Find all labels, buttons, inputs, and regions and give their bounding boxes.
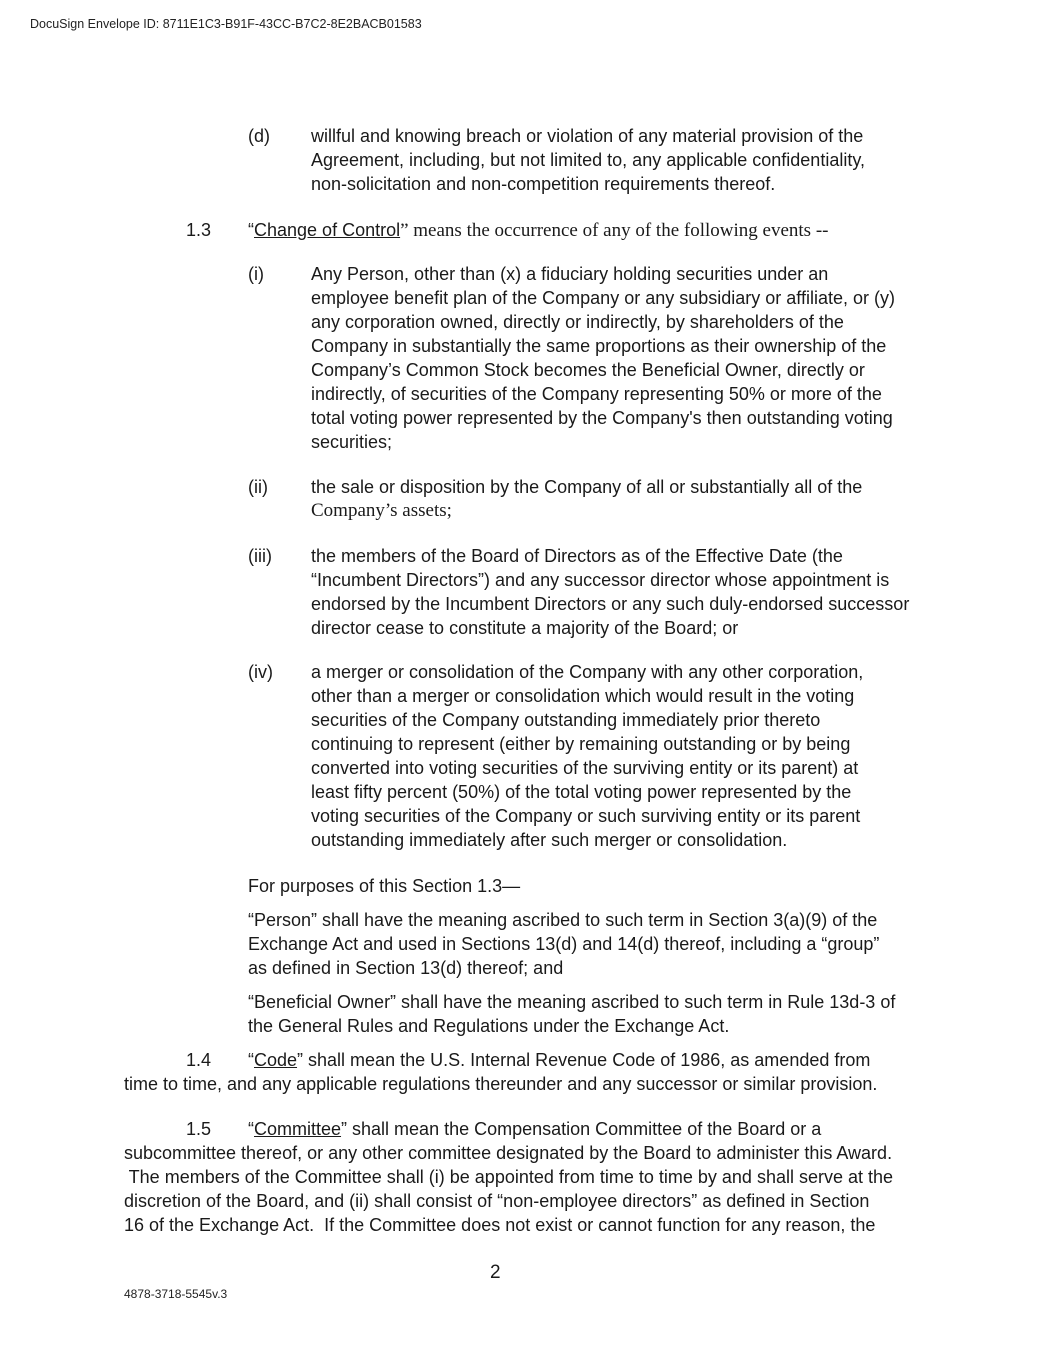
clause-ii-label: (ii) xyxy=(248,477,268,497)
clause-iii xyxy=(248,544,938,642)
open-quote: “ xyxy=(248,1119,254,1139)
text-line: least fifty percent (50%) of the total voting power represented by the xyxy=(311,782,852,802)
definition-lead: ” shall mean the U.S. Internal Revenue Code of 1986, as amended from xyxy=(297,1050,871,1070)
clause-i xyxy=(248,262,938,454)
text-line: The members of the Committee shall (i) be appointed from time to time by and shall serve at the xyxy=(124,1167,894,1187)
text-line: “Incumbent Directors”) and any successor director whose appointment is xyxy=(311,570,890,590)
person-definition xyxy=(248,908,938,980)
text-line: any corporation owned, directly or indirectly, by shareholders of the xyxy=(311,312,844,332)
section-1-3-heading xyxy=(186,218,946,244)
definition-lead: ” means the occurrence of any of the following events -- xyxy=(400,220,829,241)
text-line: other than a merger or consolidation which would result in the voting xyxy=(311,686,855,706)
text-line: director cease to constitute a majority of the Board; or xyxy=(311,618,739,638)
text-line: “Person” shall have the meaning ascribed to such term in Section 3(a)(9) of the xyxy=(248,910,878,930)
text-line: outstanding immediately after such merger or consolidation. xyxy=(311,830,788,850)
text-line: Agreement, including, but not limited to, any applicable confidentiality, xyxy=(311,150,865,170)
text-line: Company’s assets; xyxy=(311,500,452,521)
clause-d-label: (d) xyxy=(248,126,270,146)
section-number: 1.5 xyxy=(186,1119,212,1139)
text-line: the members of the Board of Directors as of the Effective Date (the xyxy=(311,546,843,566)
text-line: the General Rules and Regulations under the Exchange Act. xyxy=(248,1016,730,1036)
text-line: endorsed by the Incumbent Directors or any such duly-endorsed successor xyxy=(311,594,910,614)
text-line: Any Person, other than (x) a fiduciary holding securities under an xyxy=(311,264,829,284)
text-line: as defined in Section 13(d) thereof; and xyxy=(248,958,564,978)
text-line: willful and knowing breach or violation of any material provision of the xyxy=(311,126,864,146)
clause-iii-text xyxy=(311,544,936,640)
page-number: 2 xyxy=(490,1262,501,1283)
text-line: a merger or consolidation of the Company with any other corporation, xyxy=(311,662,864,682)
text-line: employee benefit plan of the Company or any subsidiary or affiliate, or (y) xyxy=(311,288,895,308)
text-line: time to time, and any applicable regulations thereunder and any successor or similar provision. xyxy=(124,1074,878,1094)
text-line: 16 of the Exchange Act. If the Committee does not exist or cannot function for any reason, the xyxy=(124,1215,876,1235)
text-line: voting securities of the Company or such surviving entity or its parent xyxy=(311,806,861,826)
definition-lead: ” shall mean the Compensation Committee of the Board or a xyxy=(341,1119,822,1139)
text-line: Company’s Common Stock becomes the Beneficial Owner, directly or xyxy=(311,360,865,380)
text-line: discretion of the Board, and (ii) shall consist of “non-employee directors” as defined in Section xyxy=(124,1191,870,1211)
text-line: securities of the Company outstanding immediately prior thereto xyxy=(311,710,821,730)
clause-ii-text xyxy=(311,475,936,523)
text-line: continuing to represent (either by remaining outstanding or by being xyxy=(311,734,851,754)
open-quote: “ xyxy=(248,220,254,240)
defined-term: Committee xyxy=(254,1119,342,1139)
section-1-5 xyxy=(124,1117,934,1241)
defined-term: Code xyxy=(254,1050,298,1070)
section-number: 1.3 xyxy=(186,220,212,240)
clause-iv-text xyxy=(311,660,936,852)
clause-i-text xyxy=(311,262,936,454)
clause-d xyxy=(248,124,938,198)
text-line: the sale or disposition by the Company of all or substantially all of the xyxy=(311,477,863,497)
section-1-4 xyxy=(124,1048,934,1098)
clause-ii xyxy=(248,475,938,525)
clause-iii-label: (iii) xyxy=(248,546,272,566)
text-line: non-solicitation and non-competition requirements thereof. xyxy=(311,174,776,194)
text-line: Exchange Act and used in Sections 13(d) and 14(d) thereof, including a “group” xyxy=(248,934,880,954)
clause-iv xyxy=(248,660,938,854)
text-line: securities; xyxy=(311,432,393,452)
section-number: 1.4 xyxy=(186,1050,212,1070)
clause-iv-label: (iv) xyxy=(248,662,273,682)
text-line: “Beneficial Owner” shall have the meaning ascribed to such term in Rule 13d-3 of xyxy=(248,992,896,1012)
beneficial-owner-definition xyxy=(248,990,938,1038)
clause-i-label: (i) xyxy=(248,264,264,284)
defined-term: Change of Control xyxy=(254,220,401,240)
docusign-envelope-id: DocuSign Envelope ID: 8711E1C3-B91F-43CC-B7C2-8E2BACB01583 xyxy=(30,17,422,31)
document-id-footer: 4878-3718-5545v.3 xyxy=(124,1287,228,1301)
text-line: total voting power represented by the Company's then outstanding voting xyxy=(311,408,893,428)
text-line: converted into voting securities of the surviving entity or its parent) at xyxy=(311,758,859,778)
text-line: indirectly, of securities of the Company representing 50% or more of the xyxy=(311,384,882,404)
clause-d-text xyxy=(311,124,936,196)
purposes-intro: For purposes of this Section 1.3— xyxy=(248,876,521,896)
open-quote: “ xyxy=(248,1050,254,1070)
text-line: Company in substantially the same proportions as their ownership of the xyxy=(311,336,887,356)
text-line: subcommittee thereof, or any other committee designated by the Board to administer this Award. xyxy=(124,1143,893,1163)
